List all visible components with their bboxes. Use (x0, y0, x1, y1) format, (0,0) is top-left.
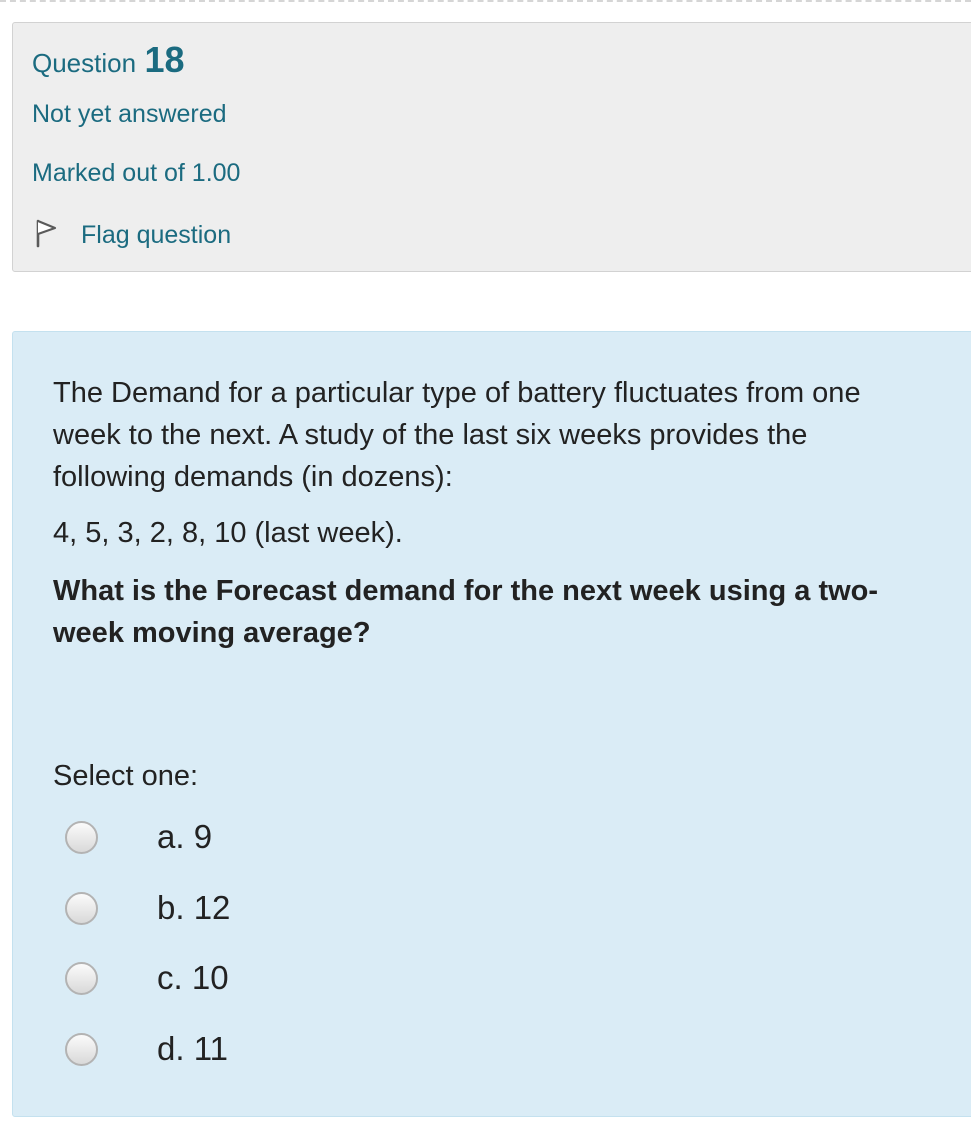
question-number-heading (32, 39, 185, 81)
answer-option-d[interactable] (65, 1024, 228, 1074)
flag-icon[interactable] (34, 218, 81, 253)
question-text-ask: What is the Forecast demand for the next week using a two-week moving average? (53, 575, 879, 649)
question-text (53, 372, 913, 654)
answer-label-d[interactable]: d. 11 (157, 1030, 228, 1067)
answer-option-c[interactable] (65, 953, 229, 1003)
select-one-prompt: Select one: (53, 760, 199, 792)
question-number: 18 (144, 39, 185, 80)
answer-label-c[interactable]: c. 10 (157, 959, 229, 996)
question-content-panel (12, 331, 971, 1117)
question-info-panel (12, 22, 971, 272)
question-grade: Marked out of 1.00 (32, 159, 241, 187)
radio-button-c[interactable] (65, 962, 98, 995)
radio-button-d[interactable] (65, 1033, 98, 1066)
answer-label-a[interactable]: a. 9 (157, 818, 213, 855)
radio-button-a[interactable] (65, 821, 98, 854)
question-label: Question (32, 48, 137, 78)
top-dashed-divider (0, 0, 971, 2)
question-text-data: 4, 5, 3, 2, 8, 10 (last week). (53, 517, 403, 549)
question-text-intro: The Demand for a particular type of battery fluctuates from one week to the next. A study of the last six weeks provides the following demands (in dozens): (53, 377, 861, 493)
answer-label-b[interactable]: b. 12 (157, 889, 231, 926)
flag-question-label[interactable]: Flag question (81, 220, 232, 249)
answer-option-b[interactable] (65, 883, 230, 933)
question-state: Not yet answered (32, 100, 227, 128)
flag-question-toggle[interactable] (34, 217, 231, 253)
radio-button-b[interactable] (65, 892, 98, 925)
answer-option-a[interactable] (65, 812, 212, 862)
